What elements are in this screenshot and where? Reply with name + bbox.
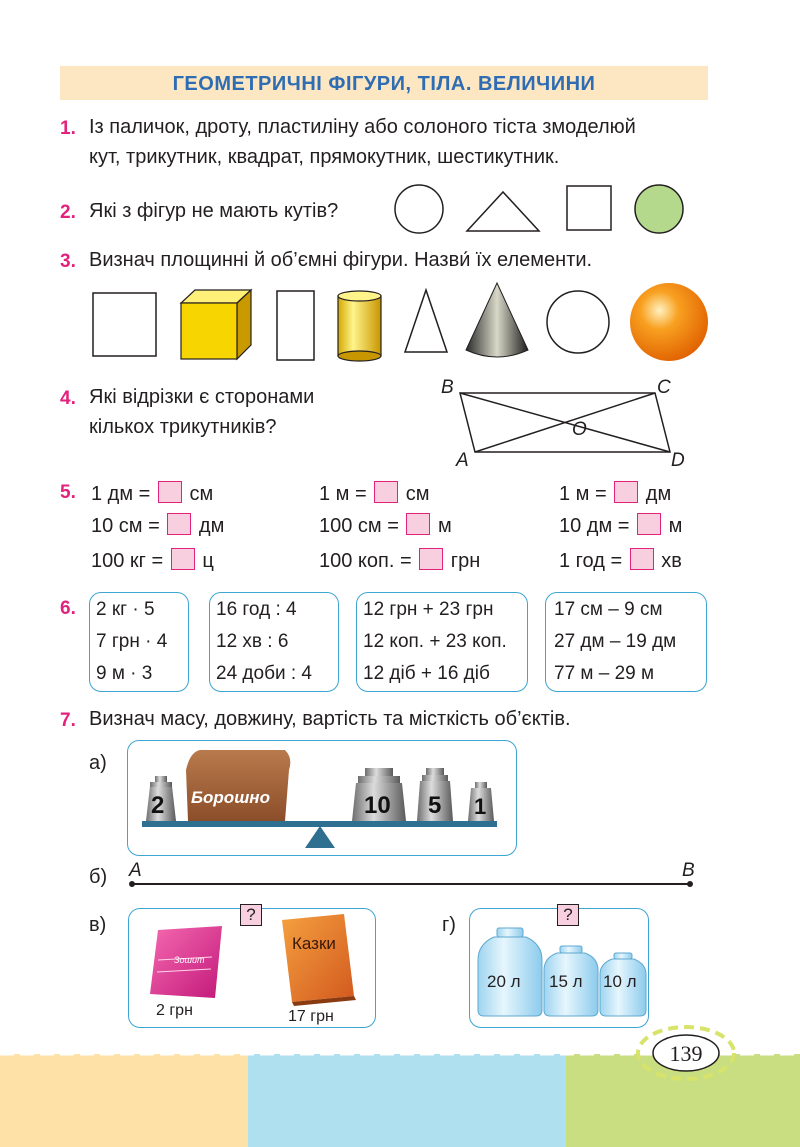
task-2-text: Які з фігур не мають кутів? — [89, 200, 339, 222]
expression: 12 коп. + 23 коп. — [363, 631, 507, 652]
question-box[interactable]: ? — [557, 904, 579, 926]
task-1-number: 1. — [60, 118, 76, 139]
expression: 77 м – 29 м — [554, 663, 655, 684]
task-7-number: 7. — [60, 710, 76, 731]
page-number: 139 — [669, 1041, 703, 1066]
conversion-item: 100 коп. = грн — [319, 550, 481, 572]
weight-1-label: 1 — [474, 794, 487, 819]
conversion-item: 1 м = см — [319, 483, 430, 505]
expression: 16 год : 4 — [216, 599, 297, 620]
book-price: 17 грн — [288, 1008, 334, 1025]
expression: 12 грн + 23 грн — [363, 599, 494, 620]
point-a-label: A — [456, 450, 469, 471]
task-1-line-1: Із паличок, дроту, пластиліну або солоного тіста змоделюй — [89, 116, 636, 138]
page-title: ГЕОМЕТРИЧНІ ФІГУРИ, ТІЛА. ВЕЛИЧИНИ — [172, 73, 596, 95]
weight-2-label: 2 — [151, 792, 165, 819]
expression: 24 доби : 4 — [216, 663, 312, 684]
point-c-label: C — [657, 377, 671, 398]
point-o-label: O — [572, 419, 587, 440]
point-b-label: B — [441, 377, 454, 398]
subtask-d-label: г) — [442, 914, 456, 936]
weight-10-label: 10 — [364, 792, 391, 819]
expression: 9 м · 3 — [96, 663, 153, 684]
point-d-label: D — [671, 450, 685, 471]
expression: 27 дм – 19 дм — [554, 631, 677, 652]
task-5-number: 5. — [60, 482, 76, 503]
expression: 17 см – 9 см — [554, 599, 663, 620]
expression: 7 грн · 4 — [96, 631, 168, 652]
subtask-a-label: а) — [89, 752, 107, 774]
task-4-line-2: кількох трикутників? — [89, 416, 277, 438]
weight-5-label: 5 — [428, 792, 442, 819]
segment-point-b: B — [682, 860, 695, 881]
conversion-item: 10 дм = м — [559, 515, 683, 537]
task-4-line-1: Які відрізки є сторонами — [89, 386, 315, 408]
jar-15l-label: 15 л — [549, 972, 583, 991]
task-3-text: Визнач площинні й об’ємні фігури. Назви́ їх елементи. — [89, 249, 593, 271]
task-6-number: 6. — [60, 598, 76, 619]
conversion-item: 1 год = хв — [559, 550, 682, 572]
subtask-b-label: б) — [89, 866, 108, 888]
task-3-number: 3. — [60, 251, 76, 272]
conversion-item: 10 см = дм — [91, 515, 225, 537]
expression: 12 хв : 6 — [216, 631, 289, 652]
subtask-c-label: в) — [89, 914, 107, 936]
task-7-text: Визнач масу, довжину, вартість та місткість об’єктів. — [89, 708, 571, 730]
book-label: Казки — [292, 934, 336, 953]
jar-20l-label: 20 л — [487, 972, 521, 991]
task-1-line-2: кут, трикутник, квадрат, прямокутник, шестикутник. — [89, 146, 560, 168]
task-2-number: 2. — [60, 202, 76, 223]
jar-10l-label: 10 л — [603, 972, 637, 991]
expression: 12 діб + 16 діб — [363, 663, 490, 684]
conversion-item: 100 см = м — [319, 515, 452, 537]
task-4-number: 4. — [60, 388, 76, 409]
notebook-price: 2 грн — [156, 1002, 193, 1019]
question-box[interactable]: ? — [240, 904, 262, 926]
conversion-item: 1 м = дм — [559, 483, 672, 505]
conversion-item: 1 дм = см — [91, 483, 214, 505]
notebook-label: Зошит — [174, 955, 205, 965]
segment-point-a: A — [129, 860, 142, 881]
conversion-item: 100 кг = ц — [91, 550, 214, 572]
flour-bag-label: Борошно — [191, 788, 270, 807]
expression: 2 кг · 5 — [96, 599, 155, 620]
